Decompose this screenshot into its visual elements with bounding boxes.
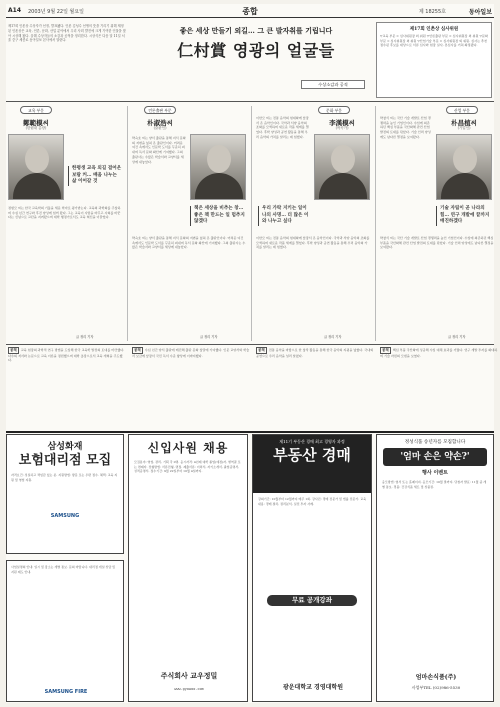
merit-block (256, 347, 374, 427)
food-company: 엄마손식품(주) (415, 674, 457, 681)
merit-block (380, 347, 498, 427)
section-name: 종합 (242, 7, 258, 16)
recruit-url[interactable]: www.gyowoo.com (174, 687, 204, 691)
winner-name: 鄭範模씨 (23, 119, 49, 127)
insurance-ad-bottom[interactable] (6, 560, 124, 702)
winner-text: 박숙호 씨는 양서 출판을 통해 지식 문화의 저변을 넓혀 온 출판인이다. 어려운 여건 속에서도 인문학 도서를 꾸준히 펴내며 독서 문화 확산에 기여했다. 그의 출판사는 수많은 학술서와 교양서를 세상에 내놓았다. (132, 136, 186, 164)
column-rule (375, 106, 376, 341)
merit-text: 전통 음악을 바탕으로 한 창작 활동을 통해 한국 음악의 지평을 넓혔다. 국내외 공연으로 우리 음악을 널리 알렸다. (256, 348, 374, 358)
merit-tag: 공적 (258, 348, 265, 352)
profile-column (254, 106, 372, 341)
winner-text-more: 박창식 씨는 국산 기술 개발로 산업 경쟁력을 높인 기업인이다. 수입에 의존하던 핵심 부품을 국산화해 관련 산업 발전의 토대를 닦았다. 기술 인력 양성에도 남다른 열정을 보여왔다. (380, 236, 494, 250)
insurance-bottom-text: 사업설명회 안내: 일시 및 장소는 개별 통보. 문의 바랍니다. 대리점 개설 상담 및 지원 제도 안내. (11, 565, 116, 574)
food-ad-event: 행사 이벤트 (422, 470, 448, 476)
merit-text: 수십 년간 양서 출판에 매진해 출판 문화 창달에 기여했다. 인문 교양서와 학술서 보급에 앞장서 국민 독서 수준 향상에 이바지했다. (132, 348, 250, 358)
page-number: A14 (8, 7, 21, 14)
category-badge: 언론출판 부문 (144, 106, 176, 114)
auction-course-ad[interactable] (252, 434, 372, 702)
auction-ad-header (253, 435, 371, 493)
recruit-ad-title: 신입사원 채용 (147, 441, 229, 455)
merit-block (8, 347, 126, 427)
winner-photo (436, 134, 492, 200)
judges-box-title: 제17회 인촌상 심사위원 (409, 27, 459, 32)
column-rule (251, 106, 252, 341)
profile-column (130, 106, 248, 341)
winner-text: 이한모 씨는 전통 음악의 현대화에 앞장서 온 음악인이다. 국악과 서양 음악의 조화를 모색하며 새로운 작품 세계를 열었다. 후학 양성과 공연 활동을 통해 우리 음악의 가치를 알리는 데 힘썼다. (256, 116, 309, 139)
winner-text: 박창식 씨는 국산 기술 개발로 산업 경쟁력을 높인 기업인이다. 수입에 의존하던 핵심 부품을 국산화해 관련 산업 발전의 토대를 닦았다. 기술 인력 양성에도 남다른 열정을 보여왔다. (380, 116, 431, 139)
insurance-logo: SAMSUNG (50, 513, 80, 519)
divider (6, 101, 494, 102)
auction-ad-title: 부동산 경매 (273, 446, 351, 464)
winner-photo (190, 134, 246, 200)
insurance-ad-headline: 보험대리점 모집 (18, 453, 112, 468)
food-ad-title: '엄마 손은 약손?' (383, 448, 487, 466)
winner-text-more: 이한모 씨는 전통 음악의 현대화에 앞장서 온 음악인이다. 국악과 서양 음악의 조화를 모색하며 새로운 작품 세계를 열었다. 후학 양성과 공연 활동을 통해 우리 음악의 가치를 알리는 데 힘썼다. (256, 236, 370, 250)
free-lecture-banner: 무료 공개강좌 (267, 595, 357, 606)
column-rule (127, 106, 128, 341)
insurance-ad-title: 삼성화재 (47, 442, 83, 452)
page-header (6, 4, 494, 18)
food-ad-subtitle: 정성식품 송년자를 모집합니다 (404, 440, 466, 445)
byline: 글 정리 기자 (76, 335, 94, 339)
category-badge: 산업 부문 (446, 106, 478, 114)
auction-ad-text: 강의기간: 10월부터 12월까지 매주 1회. 강사진: 경매 전문가 및 법률 전문가. 교육내용: 경매 절차, 권리분석, 실전 투자 사례. (258, 497, 367, 506)
merit-block (132, 347, 250, 427)
winner-text: 정범모 씨는 한국 교육학의 기틀을 세운 학자로 평가받는다. 교육의 과학화를 주창하며 수십 년간 연구와 후진 양성에 힘써 왔다. 그는 교육이 사람을 바꾸고 사회를 바꾼다는 신념으로 교단을 지켜왔으며 대학 행정가로서도 교육 혁신을 이끌었다. (8, 206, 121, 220)
feature-tagline: 좋은 세상 만들기 외길… 그 큰 발자취를 기립니다 (179, 26, 333, 35)
recruit-company: 주식회사 교우정밀 (160, 671, 218, 680)
newspaper-page (6, 4, 498, 703)
winner-role: (기업인) (457, 126, 471, 130)
insurance-ad-text: 자격요건: 성실하고 책임감 있는 분. 지원방법: 방문 또는 우편 접수. 혜택: 교육 지원 및 영업 지원. (11, 473, 118, 482)
winner-name: 朴昌植씨 (451, 119, 477, 127)
merit-text: 교육 현장의 과학적 연구 방법을 도입해 한국 교육학 발전의 토대를 마련했다. 다수의 저서와 논문으로 교육 이론을 정립했으며 대학 총장으로서 교육 개혁을 주도했다. (8, 348, 125, 363)
category-badge: 교육 부문 (20, 106, 52, 114)
auction-org: 광운대학교 경영대학원 (282, 684, 344, 691)
winner-role: (작곡가) (335, 126, 349, 130)
winner-role: (한림대 총장) (25, 126, 47, 130)
issue-number: 제 18255호 (418, 9, 446, 15)
divider (6, 344, 494, 345)
winner-photo (8, 134, 64, 200)
profile-column (6, 106, 124, 341)
ad-divider (6, 431, 494, 433)
winner-quote: 책은 세상을 비추는 창… 좋은 책 만드는 일 멈추지 않겠다 (190, 206, 246, 226)
winner-role: (출판인) (153, 126, 167, 130)
winner-quote: 한평생 교육 외길 걸어온 보람 커… 배움 나누는 삶 이어갈 것 (68, 166, 122, 186)
winner-quote: 우리 가락 지키는 일이 나의 사명… 더 많은 이와 나누고 싶다 (258, 206, 312, 226)
insurance-ad[interactable] (6, 434, 124, 554)
feature-subtitle: 수상소감과 공적 (301, 80, 365, 89)
intro-paragraph: 제17회 인촌상 수상자가 선정, 발표됐다. 인촌 김성수 선생의 뜻을 기리기 위해 제정된 인촌상은 교육, 언론, 문화, 산업 분야에서 우리 사회 발전에 크게 기여한 인물을 찾아 시상해 왔다. 올해 수상자들의 소감과 공적을 정리한다. 시상식은 다음 달 11일 서울 중구 세종로 동아일보 본사에서 열린다. (8, 24, 126, 43)
food-phone: 사업부TEL (02)986-5530 (411, 685, 461, 690)
recruit-ad[interactable] (128, 434, 248, 702)
recruit-ad-text: 모집분야: 영업, 관리, 기획 각 0명. 응시자격: 4년제 대학 졸업(예정)자, 병역필 또는 면제자. 전형방법: 서류전형, 면접. 제출서류: 이력서, 자기소개서, 졸업증명서, 성적증명서. 접수기간: 9월 22일부터 10월 4일까지. (134, 460, 241, 474)
merit-tag: 공적 (134, 348, 141, 352)
auction-ad-subtitle: 제11기 부동산 경매 최고 경영자 과정 (279, 439, 345, 444)
insurance-bottom-logo: SAMSUNG FIRE (44, 689, 88, 695)
byline: 글 정리 기자 (200, 335, 218, 339)
profile-column (378, 106, 496, 341)
merit-tag: 공적 (382, 348, 389, 352)
food-ad-text: 응모방법: 엽서 또는 홈페이지. 응모기간: 10월 말까지. 당첨자 발표: 11월 중 개별 통보. 경품: 건강식품 세트 및 상품권. (382, 480, 487, 489)
winner-text-more: 박숙호 씨는 양서 출판을 통해 지식 문화의 저변을 넓혀 온 출판인이다. 어려운 여건 속에서도 인문학 도서를 꾸준히 펴내며 독서 문화 확산에 기여했다. 그의 출판사는 수많은 학술서와 교양서를 세상에 내놓았다. (132, 236, 246, 250)
feature-title: 仁村賞 영광의 얼굴들 (177, 41, 335, 60)
judges-box-body: ▽교육 부문 = 심사위원장 외 위원 ▽언론출판 부문 = 심사위원장 외 위원 ▽문화 부문 = 심사위원장 외 위원 ▽산업기술 부문 = 심사위원장 외 위원. 심사는 추천 접수된 후보를 대상으로 서류 심사와 현장 실사, 본심사를 거쳐 확정됐다. (380, 34, 488, 48)
winner-photo (314, 134, 370, 200)
winner-name: 朴淑浩씨 (147, 119, 173, 127)
food-event-ad[interactable] (376, 434, 494, 702)
issue-date: 2003년 9월 22일 월요일 (28, 9, 85, 15)
judges-box (376, 22, 492, 98)
winner-quote: 기술 자립이 곧 나라의 힘… 연구 개발에 끝까지 매진하겠다 (436, 206, 492, 226)
category-badge: 문화 부문 (318, 106, 350, 114)
merit-text: 핵심 부품 국산화에 성공해 수입 대체 효과를 거뒀다. 연구 개발 투자를 확대하며 기술 자립의 모범을 보였다. (380, 348, 498, 358)
merit-tag: 공적 (10, 348, 17, 352)
newspaper-name: 동아일보 (468, 9, 492, 16)
byline: 글 정리 기자 (324, 335, 342, 339)
winner-name: 李漢模씨 (329, 119, 355, 127)
byline: 글 정리 기자 (448, 335, 466, 339)
